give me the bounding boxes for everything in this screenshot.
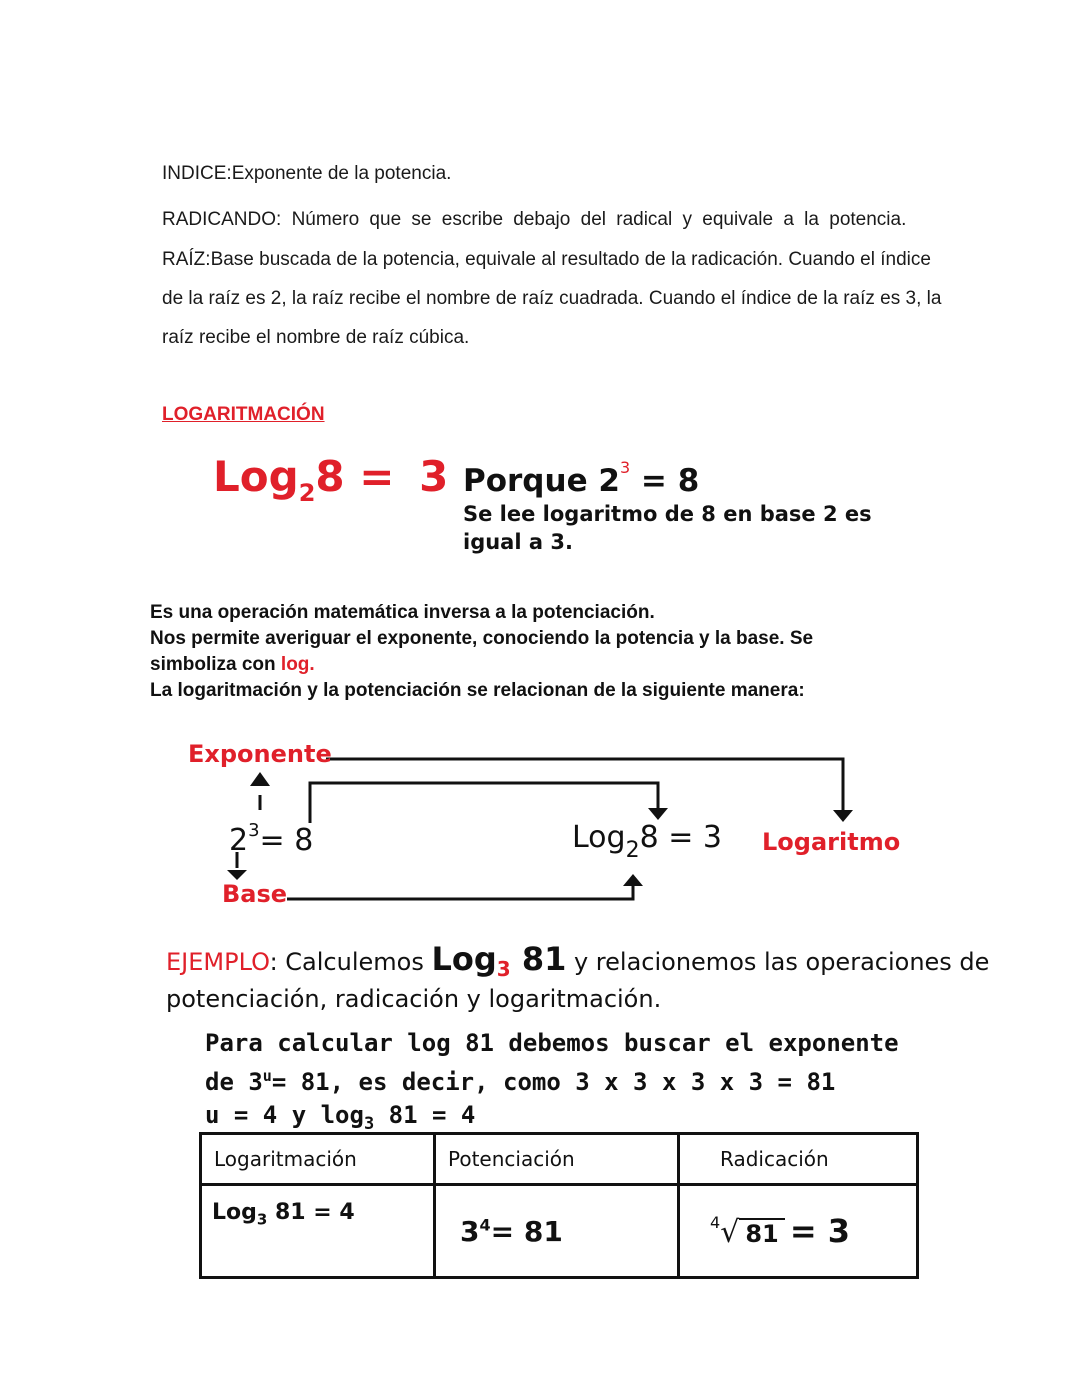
arrow-down-icon [227,870,247,880]
log-word: Log [572,820,626,855]
calc-text: 81 = 4 [374,1101,476,1129]
calc-exponent: u [262,1067,272,1085]
arrow-up-icon [250,772,270,786]
root-index: 4 [710,1213,721,1232]
log-rest: 8 = 3 [639,820,722,855]
example-title [166,940,989,981]
header-potenciacion: Potenciación [435,1134,679,1185]
cell-log-word: Log [212,1200,257,1225]
log-base: 2 [298,479,316,507]
radical-icon: √ [720,1215,740,1250]
base-label: Base [222,880,288,908]
header-radicacion: Radicación [679,1134,918,1185]
example-label: EJEMPLO [166,948,270,976]
porque-rest: = 8 [630,463,700,499]
example-log: Log [431,940,497,978]
calc-text: u = 4 y log [205,1101,364,1129]
definition-text: Base buscada de la potencia, equivale al resultado de la radicación. Cuando el índice [210,249,931,270]
cell-power-rest: = 81 [490,1214,563,1248]
table-row [201,1185,918,1278]
example-text: y relacionemos las operaciones de [566,948,990,976]
power-exponent: 3 [248,820,260,841]
arrow-down-icon [833,810,853,822]
calculation-block [205,1027,899,1141]
definition-raiz-line3: raíz recibe el nombre de raíz cúbica. [162,327,470,348]
definition-text: Número que se escribe debajo del radical y equivale a la potencia. [291,209,907,230]
term-radicando: RADICANDO: [162,209,282,230]
porque-text: Porque 2 [463,463,620,499]
log-base: 2 [625,838,640,863]
description-line-4: La logaritmación y la potenciación se relacionan de la siguiente manera: [150,680,805,701]
logarithm-label: Logaritmo [762,828,901,856]
description-line-2: Nos permite averiguar el exponente, conociendo la potencia y la base. Se [150,628,814,649]
cell-power-exp: 4 [479,1215,491,1235]
example-colon: : [269,948,278,976]
porque-exponent: 3 [619,458,631,477]
term-indice: INDICE: [162,163,232,184]
cell-root [679,1185,918,1278]
log-expression [572,820,722,863]
description-line-1: Es una operación matemática inversa a la potenciación. [150,602,655,623]
calc-text: = 81, es decir, como 3 x 3 x 3 x 3 = 81 [271,1068,836,1096]
calc-text: de 3 [205,1068,263,1096]
cell-log-rest: 81 = 4 [267,1200,355,1225]
example-text: Calculemos [277,948,432,976]
section-heading: LOGARITMACIÓN [162,404,325,425]
power-rest: = 8 [259,823,314,858]
operations-table [199,1132,919,1279]
cell-power [435,1185,679,1278]
exponent-label: Exponente [188,740,332,768]
description-prefix: simboliza con [150,654,281,675]
power-base: 2 [229,823,249,858]
power-expression [229,820,313,858]
log-result: 3 [419,452,449,501]
log-symbol: log. [280,654,315,675]
root-result: = 3 [789,1212,851,1250]
header-logaritmacion: Logaritmación [201,1134,435,1185]
log-word: Log [213,452,299,501]
example-line-2: potenciación, radicación y logaritmación. [166,985,662,1013]
table-header-row [201,1134,918,1185]
cell-log [201,1185,435,1278]
calc-line-1: Para calcular log 81 debemos buscar el exponente [205,1029,899,1057]
arrow-up-icon [623,874,643,886]
cell-log-base: 3 [256,1210,268,1229]
reading-line-1: Se lee logaritmo de 8 en base 2 es [463,502,872,526]
calc-line-2 [205,1060,899,1099]
reading-line-2: igual a 3. [463,530,573,554]
root-radicand: 81 [739,1218,784,1248]
cell-power-base: 3 [460,1214,480,1248]
arrow-down-icon [648,808,668,820]
example-log-base: 3 [496,956,511,981]
example-log-arg: 81 [510,940,567,978]
log-arg: 8 [315,452,345,501]
calc-subscript: 3 [363,1113,375,1134]
term-raiz: RAÍZ: [162,249,211,270]
definition-raiz-line2: de la raíz es 2, la raíz recibe el nombre de raíz cuadrada. Cuando el índice de la raíz es 3, la [162,288,942,309]
definition-text: Exponente de la potencia. [231,163,452,184]
log-equals: = [359,452,395,501]
